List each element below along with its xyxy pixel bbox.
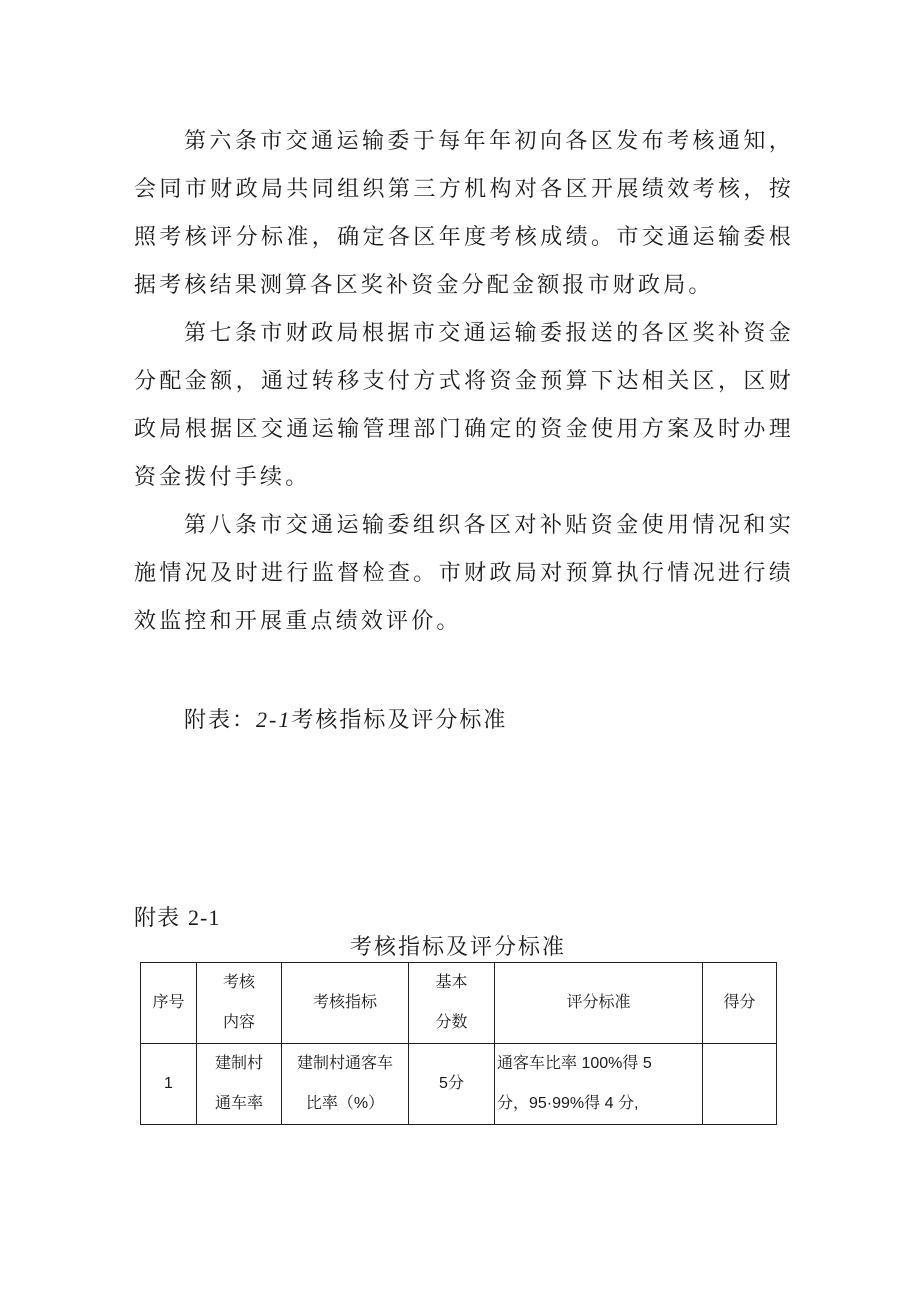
- header-content-line2: 内容: [222, 1014, 255, 1031]
- header-base-score: [409, 963, 495, 1044]
- cell-score: [703, 1044, 777, 1125]
- attachment-label-number: 2-1: [188, 905, 221, 930]
- table-title: 考核指标及评分标准: [349, 935, 566, 960]
- cell-indicator: [282, 1044, 409, 1125]
- header-seq: 序号: [141, 963, 197, 1044]
- header-base-line2: 分数: [435, 1014, 468, 1031]
- cell-base-score: 5分: [409, 1044, 495, 1125]
- attachment-reference: [184, 700, 507, 741]
- article-6-paragraph: 第六条市交通运输委于每年年初向各区发布考核通知，会同市财政局共同组织第三方机构对各区开展绩效考核，按照考核评分标准，确定各区年度考核成绩。市交通运输委根据考核结果测算各区奖补资金分配金额报市财政局。: [134, 129, 794, 298]
- cell-indicator-line1: 建制村通客车: [296, 1055, 393, 1072]
- attachment-reference-title: 考核指标及评分标准: [291, 708, 508, 733]
- attachment-label-prefix: 附表: [134, 906, 181, 931]
- cell-seq: 1: [141, 1044, 197, 1125]
- header-indicator: 考核指标: [282, 963, 409, 1044]
- cell-criteria-line1: 通客车比率 100%得 5: [497, 1055, 652, 1072]
- article-7-paragraph: 第七条市财政局根据市交通运输委报送的各区奖补资金分配金额，通过转移支付方式将资金预算下达相关区，区财政局根据区交通运输管理部门确定的资金使用方案及时办理资金拨付手续。: [134, 321, 794, 490]
- cell-content-line2: 通车率: [214, 1095, 263, 1112]
- cell-content-line1: 建制村: [214, 1055, 263, 1072]
- header-content-line1: 考核: [222, 974, 255, 991]
- header-base-line1: 基本: [435, 974, 468, 991]
- attachment-reference-number: 2-1: [256, 707, 292, 732]
- header-content: [197, 963, 282, 1044]
- table-header-row: [141, 963, 777, 1044]
- assessment-table: [140, 962, 777, 1125]
- attachment-reference-prefix: 附表：: [184, 708, 257, 733]
- header-criteria: 评分标准: [495, 963, 703, 1044]
- article-8-paragraph: 第八条市交通运输委组织各区对补贴资金使用情况和实施情况及时进行监督检查。市财政局对预算执行情况进行绩效监控和开展重点绩效评价。: [134, 513, 794, 634]
- cell-criteria: [495, 1044, 703, 1125]
- header-score: 得分: [703, 963, 777, 1044]
- table-row: [141, 1044, 777, 1125]
- cell-criteria-line2: 分，95·99%得 4 分,: [497, 1095, 639, 1112]
- cell-indicator-line2: 比率（%）: [305, 1095, 385, 1112]
- cell-content: [197, 1044, 282, 1125]
